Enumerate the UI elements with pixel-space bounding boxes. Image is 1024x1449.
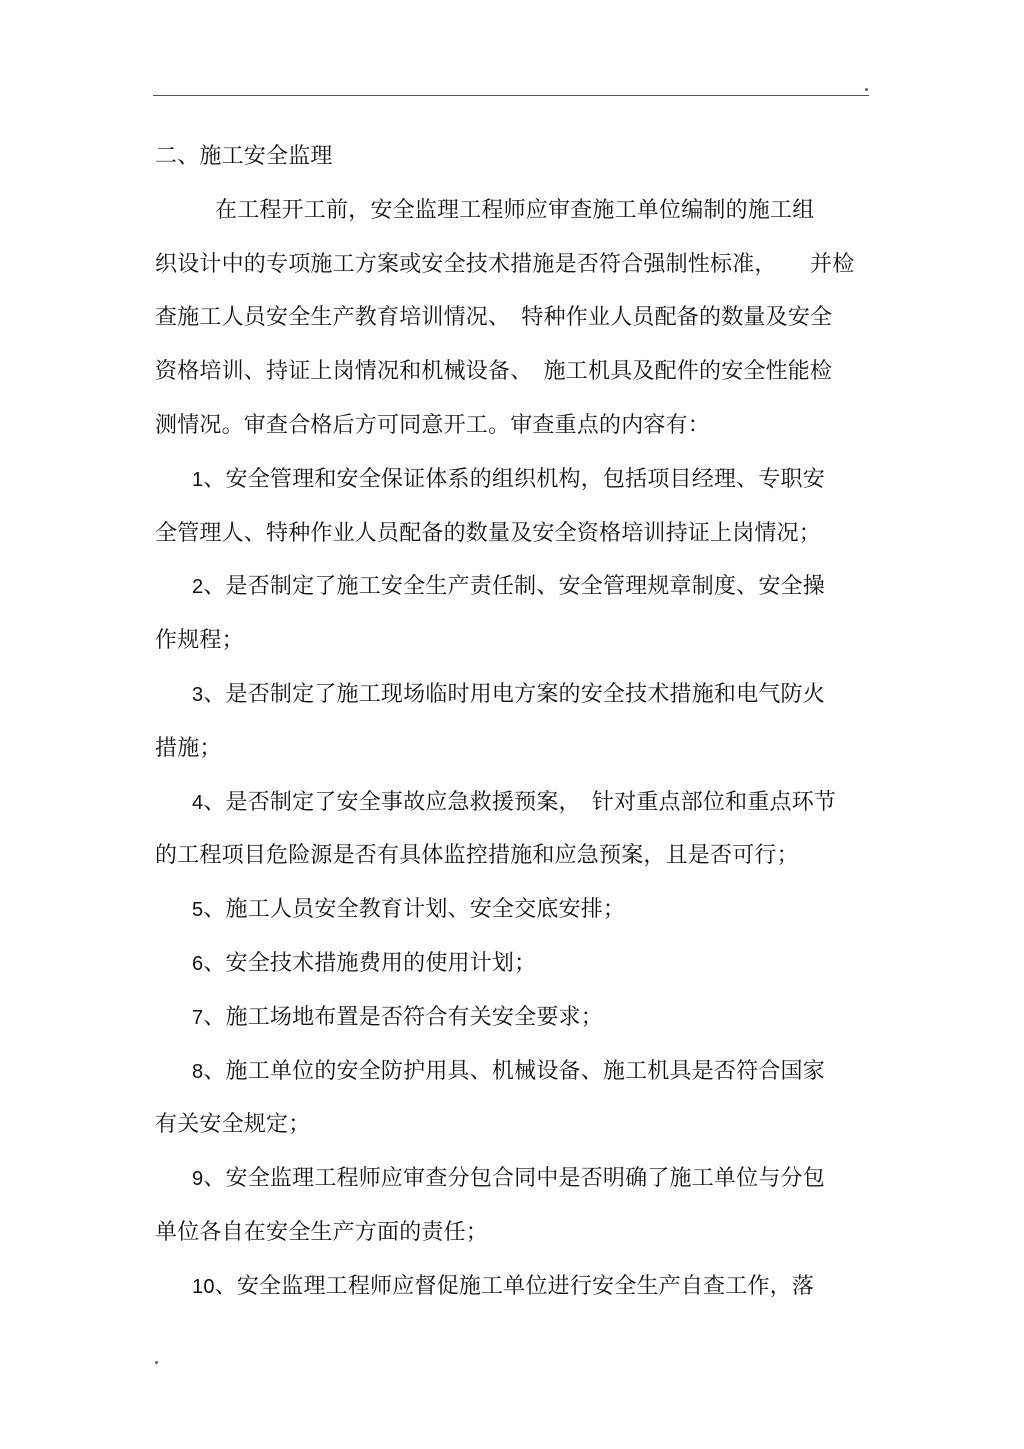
corner-mark-bottom	[155, 1361, 158, 1364]
item-text: 、安全技术措施费用的使用计划；	[203, 950, 537, 976]
document-body	[155, 130, 870, 1314]
list-item-4-cont: 的工程项目危险源是否有具体监控措施和应急预案，且是否可行；	[155, 843, 799, 869]
item-number: 1	[192, 468, 204, 491]
intro-line: 在工程开工前，安全监理工程师应审查施工单位编制的施工组	[215, 197, 815, 223]
item-text: 、是否制定了施工安全生产责任制、安全管理规章制度、安全操	[203, 574, 825, 600]
list-item-1-cont: 全管理人、特种作业人员配备的数量及安全资格培训持证上岗情况；	[155, 520, 822, 546]
list-item-9	[155, 1152, 870, 1206]
list-item-8-cont: 有关安全规定；	[155, 1112, 311, 1138]
section-title: 二、施工安全监理	[155, 144, 333, 169]
item-number: 5	[192, 899, 204, 922]
item-number: 4	[192, 791, 204, 814]
header-rule	[153, 95, 869, 96]
item-text: 、施工单位的安全防护用具、机械设备、施工机具是否符合国家	[203, 1058, 825, 1084]
item-number: 9	[192, 1168, 204, 1191]
list-item-3	[155, 668, 870, 722]
item-text: 、施工人员安全教育计划、安全交底安排；	[203, 897, 626, 923]
item-text: 、施工场地布置是否符合有关安全要求；	[203, 1004, 603, 1030]
intro-line: 查施工人员安全生产教育培训情况、 特种作业人员配备的数量及安全	[155, 305, 833, 331]
corner-mark-top	[865, 88, 868, 91]
item-text: 、安全监理工程师应审查分包合同中是否明确了施工单位与分包	[203, 1166, 825, 1192]
list-item-6	[155, 937, 870, 991]
list-item-4	[155, 776, 870, 830]
item-text: 、安全管理和安全保证体系的组织机构，包括项目经理、专职安	[203, 466, 825, 492]
list-item-9-cont: 单位各自在安全生产方面的责任；	[155, 1219, 489, 1245]
item-text: 、是否制定了安全事故应急救援预案， 针对重点部位和重点环节	[203, 789, 837, 815]
list-item-2-cont: 作规程；	[155, 628, 244, 654]
item-number: 10	[192, 1275, 215, 1298]
item-number: 3	[192, 683, 204, 706]
list-item-8	[155, 1045, 870, 1099]
item-number: 8	[192, 1060, 204, 1083]
list-item-1	[155, 453, 870, 507]
list-item-3-cont: 措施；	[155, 735, 222, 761]
item-number: 6	[192, 952, 204, 975]
list-item-5	[155, 883, 870, 937]
list-item-10	[155, 1260, 870, 1314]
item-text: 、安全监理工程师应督促施工单位进行安全生产自查工作，落	[214, 1273, 815, 1299]
intro-line: 资格培训、持证上岗情况和机械设备、 施工机具及配件的安全性能检	[155, 359, 833, 385]
list-item-7	[155, 991, 870, 1045]
list-item-2	[155, 560, 870, 614]
item-text: 、是否制定了施工现场临时用电方案的安全技术措施和电气防火	[203, 681, 825, 707]
intro-line: 测情况。审查合格后方可同意开工。审查重点的内容有：	[155, 412, 711, 438]
item-number: 2	[192, 576, 204, 599]
item-number: 7	[192, 1006, 204, 1029]
intro-line: 织设计中的专项施工方案或安全技术措施是否符合强制性标准， 并检	[155, 251, 855, 277]
